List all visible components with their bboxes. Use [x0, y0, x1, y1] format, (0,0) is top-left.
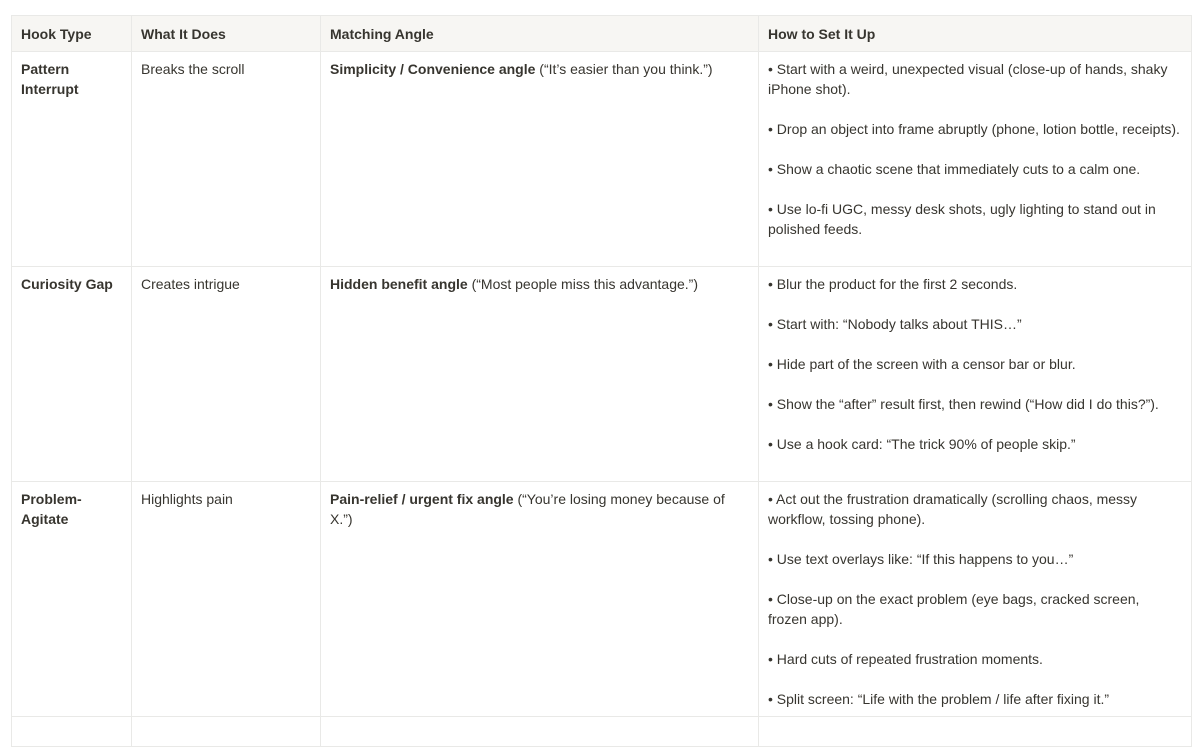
setup-bullet: • Use a hook card: “The trick 90% of people skip.” [768, 436, 1076, 452]
column-header-hook-type[interactable]: Hook Type [12, 16, 132, 52]
table-row [12, 267, 1192, 482]
angle-quote-text: (“It’s easier than you think.”) [535, 61, 713, 77]
setup-bullet: • Start with a weird, unexpected visual (close-up of hands, shaky iPhone shot). [768, 61, 1168, 97]
table-row [12, 52, 1192, 267]
cell-matching-angle[interactable] [321, 267, 759, 482]
setup-bullet: • Use lo-fi UGC, messy desk shots, ugly lighting to stand out in polished feeds. [768, 201, 1156, 237]
setup-bullet: • Show the “after” result first, then rewind (“How did I do this?”). [768, 396, 1159, 412]
angle-name-text: Hidden benefit angle [330, 276, 468, 292]
angle-quote-text: (“You’re losing money because of X.”) [330, 491, 725, 527]
cell-what-it-does[interactable] [132, 482, 321, 717]
angle-name-text: Pain-relief / urgent fix angle [330, 491, 514, 507]
table-row [12, 717, 1192, 747]
cell-what-it-does[interactable] [132, 267, 321, 482]
column-header-setup[interactable]: How to Set It Up [759, 16, 1192, 52]
setup-bullet: • Hard cuts of repeated frustration moments. [768, 651, 1043, 667]
what-it-does-text: Breaks the scroll [141, 61, 245, 77]
cell-hook-type[interactable] [12, 482, 132, 717]
angle-name-text: Simplicity / Convenience angle [330, 61, 536, 77]
cell-hook-type[interactable] [12, 52, 132, 267]
column-header-matching-angle[interactable]: Matching Angle [321, 16, 759, 52]
hook-type-text: Problem-Agitate [21, 491, 82, 527]
cell-setup[interactable] [759, 52, 1192, 267]
cell-empty[interactable] [321, 717, 759, 747]
cell-matching-angle[interactable] [321, 482, 759, 717]
cell-empty[interactable] [12, 717, 132, 747]
setup-bullet: • Blur the product for the first 2 seconds. [768, 276, 1018, 292]
setup-bullet: • Split screen: “Life with the problem / life after fixing it.” [768, 691, 1110, 707]
setup-bullet: • Use text overlays like: “If this happens to you…” [768, 551, 1074, 567]
setup-bullet: • Show a chaotic scene that immediately cuts to a calm one. [768, 161, 1141, 177]
column-header-what-it-does[interactable]: What It Does [132, 16, 321, 52]
cell-empty[interactable] [759, 717, 1192, 747]
setup-bullet: • Drop an object into frame abruptly (phone, lotion bottle, receipts). [768, 121, 1180, 137]
cell-setup[interactable] [759, 482, 1192, 717]
table-row [12, 482, 1192, 717]
what-it-does-text: Creates intrigue [141, 276, 240, 292]
table-header-row [12, 16, 1192, 52]
hooks-table [11, 15, 1192, 747]
cell-hook-type[interactable] [12, 267, 132, 482]
hook-type-text: Curiosity Gap [21, 276, 113, 292]
hooks-table-container [11, 15, 1191, 747]
angle-quote-text: (“Most people miss this advantage.”) [467, 276, 699, 292]
cell-empty[interactable] [132, 717, 321, 747]
setup-bullet: • Act out the frustration dramatically (scrolling chaos, messy workflow, tossing phone). [768, 491, 1138, 527]
what-it-does-text: Highlights pain [141, 491, 233, 507]
setup-bullet: • Start with: “Nobody talks about THIS…” [768, 316, 1022, 332]
cell-setup[interactable] [759, 267, 1192, 482]
hook-type-text: Pattern Interrupt [21, 61, 79, 97]
cell-matching-angle[interactable] [321, 52, 759, 267]
setup-bullet: • Close-up on the exact problem (eye bags, cracked screen, frozen app). [768, 591, 1140, 627]
cell-what-it-does[interactable] [132, 52, 321, 267]
setup-bullet: • Hide part of the screen with a censor bar or blur. [768, 356, 1076, 372]
